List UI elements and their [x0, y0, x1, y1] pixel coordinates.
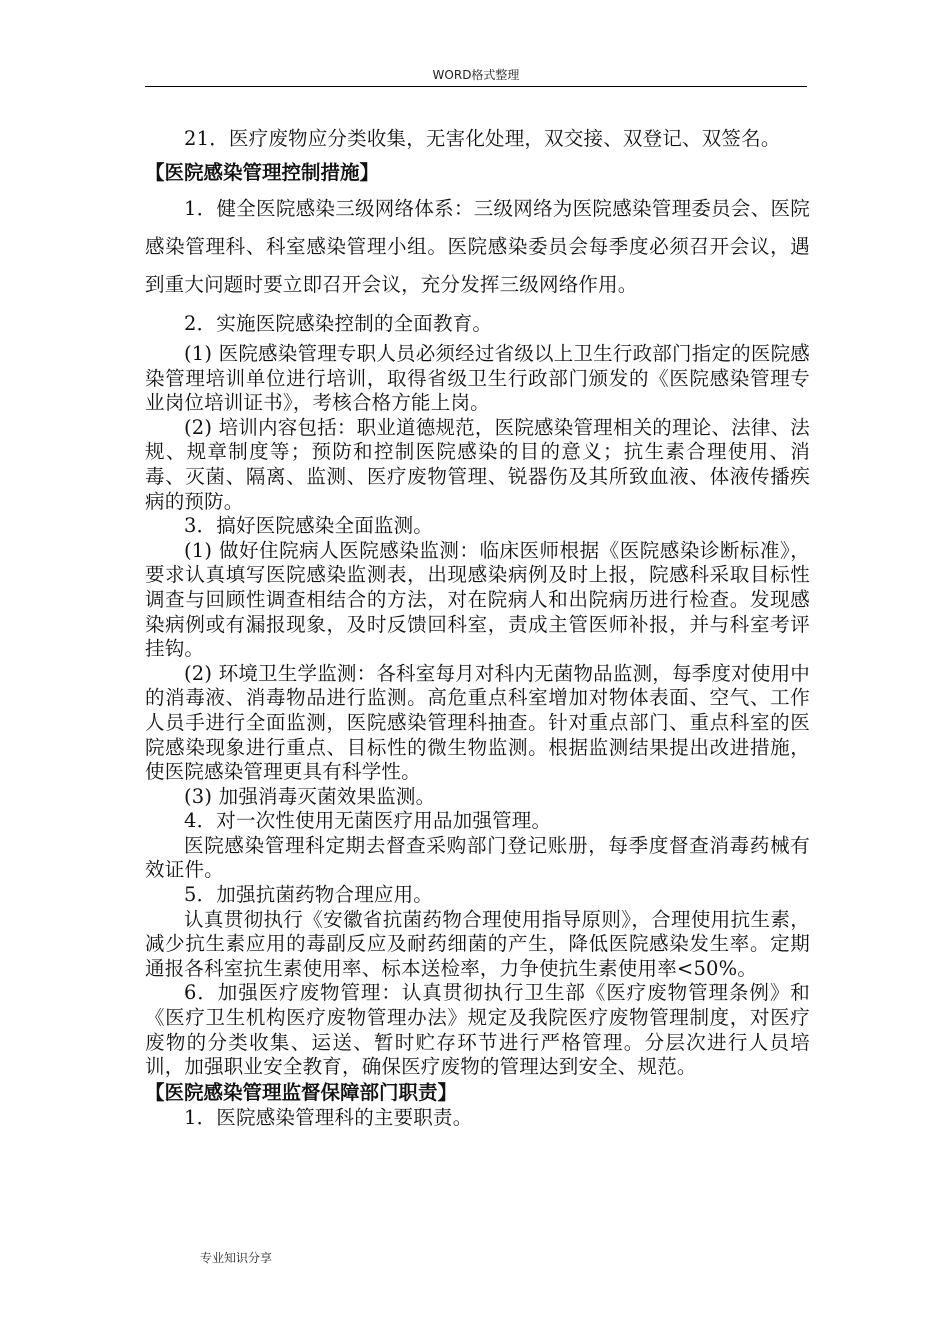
control-item-3-1: (1) 做好住院病人医院感染监测：临床医师根据《医院感染诊断标准》，要求认真填写医院感染监测表，出现感染病例及时上报，院感科采取目标性调查与回顾性调查相结合的方法，对在院病人和出院病历进行检查。发现感染病例或有漏报现象，及时反馈回科室，责成主管医师补报，并与科室考评挂钩。 — [145, 538, 810, 661]
control-item-4: 4．对一次性使用无菌医疗用品加强管理。 — [184, 809, 552, 833]
header-divider — [145, 86, 807, 87]
document-body — [145, 120, 810, 1130]
control-item-2-1: (1) 医院感染管理专职人员必须经过省级以上卫生行政部门指定的医院感染管理培训单位进行培训，取得省级卫生行政部门颁发的《医院感染管理专业岗位培训证书》，考核合格方能上岗。 — [145, 342, 810, 415]
control-item-3: 3．搞好医院感染全面监测。 — [184, 514, 434, 538]
control-item-5: 5．加强抗菌药物合理应用。 — [184, 883, 434, 907]
control-item-4-body: 医院感染管理科定期去督查采购部门登记账册，每季度督查消毒药械有效证件。 — [145, 833, 810, 882]
control-item-3-2: (2) 环境卫生学监测：各科室每月对科内无菌物品监测，每季度对使用中的消毒液、消毒物品进行监测。高危重点科室增加对物体表面、空气、工作人员手进行全面监测，医院感染管理科抽查。针对重点部门、重点科室的医院感染现象进行重点、目标性的微生物监测。根据监测结果提出改进措施，使医院感染管理更具有科学性。 — [145, 661, 810, 784]
section-heading-supervision-duties: 【医院感染管理监督保障部门职责】 — [145, 1080, 458, 1104]
page-header: WORD格式整理 — [432, 68, 520, 82]
supervision-item-1: 1．医院感染管理科的主要职责。 — [184, 1105, 473, 1129]
section-heading-control-measures: 【医院感染管理控制措施】 — [145, 161, 380, 184]
item-21-medical-waste: 21．医疗废物应分类收集，无害化处理，双交接、双登记、双签名。 — [184, 127, 781, 150]
control-item-6: 6．加强医疗废物管理：认真贯彻执行卫生部《医疗废物管理条例》和《医疗卫生机构医疗废物管理办法》规定及我院医疗废物管理制度，对医疗废物的分类收集、运送、暂时贮存环节进行严格管理。分层次进行人员培训，加强职业安全教育，确保医疗废物的管理达到安全、规范。 — [145, 981, 810, 1079]
control-item-5-body: 认真贯彻执行《安徽省抗菌药物合理使用指导原则》，合理使用抗生素，减少抗生素应用的毒副反应及耐药细菌的产生，降低医院感染发生率。定期通报各科室抗生素使用率、标本送检率，力争使抗生素使用率<50%。 — [145, 907, 810, 980]
control-item-1: 1．健全医院感染三级网络体系：三级网络为医院感染管理委员会、医院感染管理科、科室感染管理小组。医院感染委员会每季度必须召开会议，遇到重大问题时要立即召开会议，充分发挥三级网络作用。 — [145, 197, 810, 296]
page-footer: 专业知识分享 — [200, 1251, 273, 1265]
control-item-3-3: (3) 加强消毒灭菌效果监测。 — [184, 784, 436, 808]
control-item-2: 2．实施医院感染控制的全面教育。 — [184, 312, 493, 335]
control-item-2-2: (2) 培训内容包括：职业道德规范，医院感染管理相关的理论、法律、法规、规章制度等；预防和控制医院感染的目的意义；抗生素合理使用、消毒、灭菌、隔离、监测、医疗废物管理、锐器伤及其所致血液、体液传播疾病的预防。 — [145, 415, 810, 513]
